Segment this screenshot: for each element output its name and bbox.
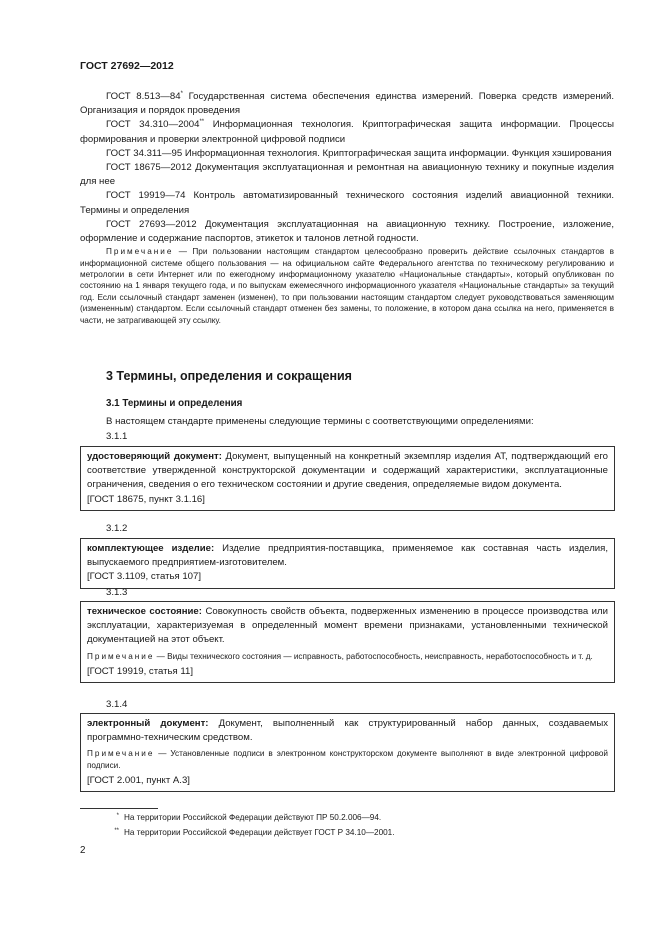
footnote xyxy=(106,813,381,822)
reference-code: ГОСТ 34.310—2004 xyxy=(106,119,200,131)
term-box xyxy=(80,713,615,792)
footnote-mark: * xyxy=(116,813,119,819)
reference-item xyxy=(80,161,614,189)
term-number: 3.1.3 xyxy=(106,587,128,598)
reference-title: Информационная технология. Криптографическая защита информации. Процессы формирования и проверки электронной цифровой подписи xyxy=(80,119,614,145)
normative-references xyxy=(80,90,614,326)
reference-item xyxy=(80,118,614,146)
footnote-mark: ** xyxy=(199,119,205,126)
term-definition-text: Документ, выпущенный на конкретный экземпляр изделия АТ, подтверждающий его соответствие утвержденной конструкторской документации и содержащий характеристики, эксплуатационные ограничения, сведения о его техническом состоянии и другие сведения, определяемые видом документа. xyxy=(87,451,608,491)
term-source: [ГОСТ 19919, статья 11] xyxy=(87,666,194,678)
note-text: — Установленные подписи в электронном конструкторском документе выполняют в виде электронной цифровой подписи. xyxy=(87,749,608,770)
footnote-divider xyxy=(80,808,158,809)
footnote-mark: ** xyxy=(114,828,119,834)
term-source: [ГОСТ 3.1109, статья 107] xyxy=(87,571,202,583)
reference-item xyxy=(80,189,614,217)
term-name: удостоверяющий документ: xyxy=(87,451,222,462)
term-definition-text: Документ, выполненный как структурированный набор данных, создаваемых программно-техническим средством. xyxy=(87,718,609,744)
reference-code: ГОСТ 18675—2012 xyxy=(106,162,192,174)
term-number: 3.1.2 xyxy=(106,523,128,534)
document-header: ГОСТ 27692—2012 xyxy=(80,60,174,72)
reference-title: Государственная система обеспечения единства измерений. Поверка средств измерений. Организация и порядок проведения xyxy=(80,91,615,117)
section-title: 3 Термины, определения и сокращения xyxy=(106,369,352,383)
term-note xyxy=(87,651,608,662)
note-text: — Виды технического состояния — исправность, работоспособность, неисправность, неработоспособность и т. д. xyxy=(154,651,593,661)
footnote xyxy=(106,828,395,837)
subsection-title: 3.1 Термины и определения xyxy=(106,398,243,409)
reference-code: ГОСТ 19919—74 xyxy=(106,190,186,202)
page-number: 2 xyxy=(80,845,86,856)
term-source: [ГОСТ 18675, пункт 3.1.16] xyxy=(87,493,205,505)
term-number: 3.1.4 xyxy=(106,699,128,710)
term-box xyxy=(80,446,615,511)
term-name: комплектующее изделие: xyxy=(87,543,215,554)
note-label: Примечание xyxy=(87,749,155,759)
term-name: электронный документ: xyxy=(87,718,209,729)
footnote-mark: * xyxy=(180,90,183,97)
note-label: Примечание xyxy=(87,651,155,661)
reference-title: Информационная технология. Криптографическая защита информации. Функция хэширования xyxy=(182,147,612,159)
term-source: [ГОСТ 2.001, пункт А.3] xyxy=(87,775,190,787)
section-intro: В настоящем стандарте применены следующие термины с соответствующими определениями: xyxy=(106,416,534,427)
term-definition-text: Совокупность свойств объекта, подверженных изменению в процессе производства или эксплуатации, характеризуемая в определенный момент времени признаками, установленными технической документацией на этот объект. xyxy=(87,606,608,646)
term-note xyxy=(87,748,608,771)
reference-code: ГОСТ 8.513—84 xyxy=(106,91,181,102)
term-definition xyxy=(87,605,608,648)
term-definition xyxy=(87,450,608,493)
footnote-text: На территории Российской Федерации действует ГОСТ Р 34.10—2001. xyxy=(124,828,395,837)
term-name: техническое состояние: xyxy=(87,606,202,617)
term-definition-text: Изделие предприятия-поставщика, применяемое как составная часть изделия, выпускаемого предприятием-изготовителем. xyxy=(87,543,609,569)
term-definition xyxy=(87,717,608,745)
reference-item xyxy=(80,147,614,161)
reference-item xyxy=(80,90,614,118)
term-definition xyxy=(87,542,608,570)
reference-item xyxy=(80,218,614,246)
reference-title: Документация эксплуатационная на авиационную технику. Построение, изложение, оформление и содержание паспортов, этикеток и талонов летной годности. xyxy=(80,218,614,245)
reference-code: ГОСТ 27693—2012 xyxy=(106,218,197,230)
references-note xyxy=(80,246,614,326)
reference-code: ГОСТ 34.311—95 xyxy=(106,147,183,159)
reference-title: Контроль автоматизированный технического состояния изделий авиационной техники. Термины и определения xyxy=(80,190,614,216)
note-text: — При пользовании настоящим стандартом целесообразно проверить действие ссылочных стандартов в информационной системе общего пользования — на официальном сайте Федерального агентства по техническому регулированию и метрологии в сети Интернет или по ежегодному информационному указателю «Национальные стандарты», который опубликован по состоянию на 1 января текущего года, и по выпускам ежемесячного информационного указателя «Национальные стандарты» за текущий год. Если ссылочный стандарт заменен (изменен), то при пользовании настоящим стандартом следует руководствоваться заменяющим (измененным) стандартом. Если ссылочный стандарт отменен без замены, то положение, в котором дана ссылка на него, применяется в части, не затрагивающей эту ссылку. xyxy=(80,247,614,325)
term-box xyxy=(80,538,615,589)
term-number: 3.1.1 xyxy=(106,431,128,442)
note-label: Примечание xyxy=(106,247,174,257)
footnote-text: На территории Российской Федерации действуют ПР 50.2.006—94. xyxy=(124,813,382,822)
reference-title: Документация эксплуатационная и ремонтная на авиационную технику и покупные изделия для нее xyxy=(80,162,614,188)
term-box xyxy=(80,601,615,683)
